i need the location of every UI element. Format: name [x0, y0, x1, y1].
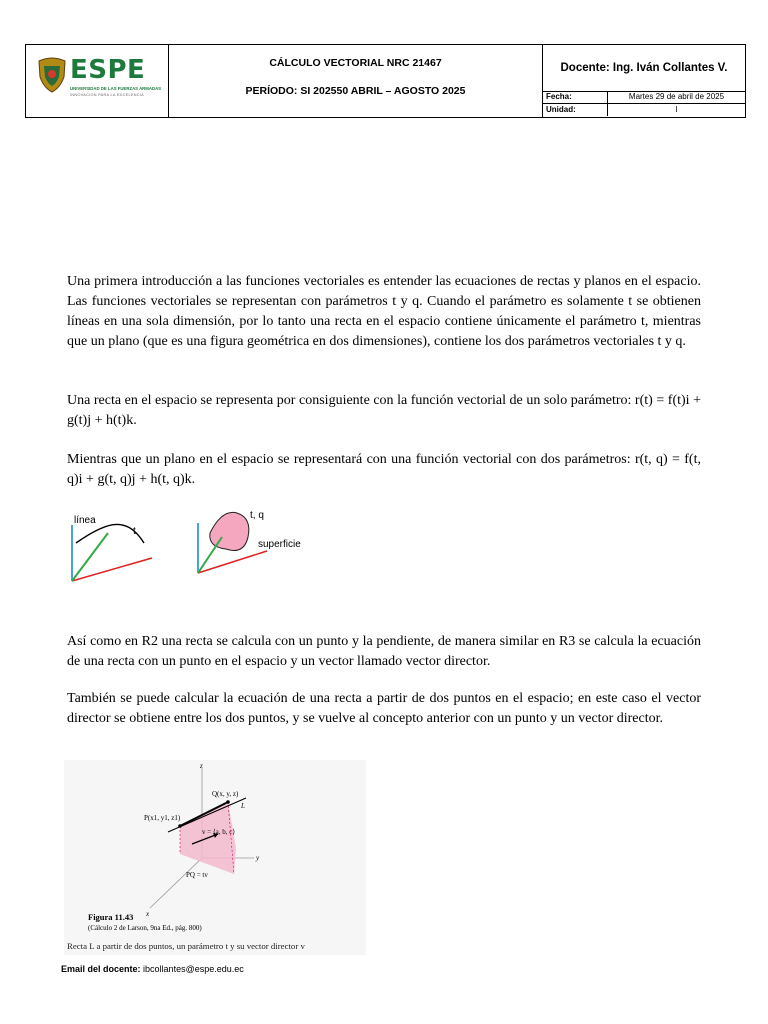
unit-value: I: [675, 105, 678, 114]
figure-caption-title: Figura 11.43: [88, 912, 134, 922]
label-Q: Q(x, y, z): [212, 790, 239, 798]
paragraph-line: Una recta en el espacio se representa por consiguiente con la función vectorial de un solo parámetro: r(t) = f(t)i + g(t)j + h(t)k.: [67, 393, 701, 428]
info-cell: [543, 45, 745, 117]
teacher-name: Docente: Ing. Iván Collantes V.: [543, 45, 745, 92]
label-x: x: [146, 910, 150, 918]
espe-logo: [36, 53, 166, 109]
paragraph-intro: Una primera introducción a las funciones vectoriales es entender las ecuaciones de rectas y planos en el espacio. Las funciones vectoriales se representan con parámetros t y q. Cuando el parámetro es solamente t se obtienen líneas en una sola dimensión, por lo tanto una recta en el espacio contiene únicamente el parámetro t, mientras que un plano (que es una figura geométrica en dos dimensiones), contiene los dos parámetros vectoriales t y q.: [67, 274, 701, 349]
figure-caption-source: (Cálculo 2 de Larson, 9na Ed., pág. 800): [88, 924, 202, 932]
label-linea: línea: [74, 515, 96, 526]
paragraph-two-points: También se puede calcular la ecuación de una recta a partir de dos puntos en el espacio; en este caso el vector director se obtiene entre los dos puntos, y se vuelve al concepto anterior con un punto y un vector director.: [67, 691, 701, 726]
axis-x-right: [198, 551, 267, 573]
logo-tagline: INNOVACIÓN PARA LA EXCELENCIA: [70, 93, 144, 97]
label-PQ: PQ = tv: [186, 871, 208, 879]
logo-word: ESPE: [70, 55, 146, 85]
label-L: L: [241, 802, 245, 810]
logo-subtitle: UNIVERSIDAD DE LAS FUERZAS ARMADAS: [70, 86, 162, 91]
unit-row: [543, 104, 745, 116]
course-cell: [169, 45, 543, 117]
paragraph-plane: Mientras que un plano en el espacio se representará con una función vectorial con dos parámetros: r(t, q) = f(t, q)i + g(t, q)j + h(t, q)k.: [67, 452, 701, 487]
figure-caption-text: Recta L a partir de dos puntos, un parámetro t y su vector director v: [67, 941, 305, 951]
date-row: [543, 91, 745, 104]
label-tq: t, q: [250, 510, 264, 521]
teacher-email: [61, 964, 244, 974]
logo-cell: [26, 45, 169, 117]
line-surface-figure: [62, 503, 312, 588]
point-Q: [226, 800, 230, 804]
unit-label: Unidad:: [546, 105, 576, 114]
position-vector-right: [198, 537, 222, 573]
date-label: Fecha:: [546, 92, 572, 101]
label-t: t: [133, 526, 136, 537]
crest-icon: [36, 57, 68, 93]
label-z: z: [200, 762, 203, 770]
course-title: CÁLCULO VECTORIAL NRC 21467: [269, 57, 442, 69]
label-superficie: superficie: [258, 539, 301, 550]
course-period: PERÍODO: SI 202550 ABRIL – AGOSTO 2025: [245, 85, 466, 97]
email-value[interactable]: ibcollantes@espe.edu.ec: [143, 964, 244, 974]
email-label: Email del docente:: [61, 964, 141, 974]
position-vector-left: [72, 533, 108, 581]
label-v: v = ⟨a, b, c⟩: [202, 828, 236, 836]
paragraph-r2-r3: Así como en R2 una recta se calcula con un punto y la pendiente, de manera similar en R3 se calcula la ecuación de una recta con un punto en el espacio y un vector llamado vector director.: [67, 634, 701, 669]
axis-x-left: [72, 558, 152, 581]
date-value: Martes 29 de abril de 2025: [628, 92, 725, 101]
label-y: y: [256, 854, 260, 862]
point-P: [178, 824, 182, 828]
document-header: [25, 44, 746, 118]
label-P: P(x1, y1, z1): [144, 814, 181, 822]
